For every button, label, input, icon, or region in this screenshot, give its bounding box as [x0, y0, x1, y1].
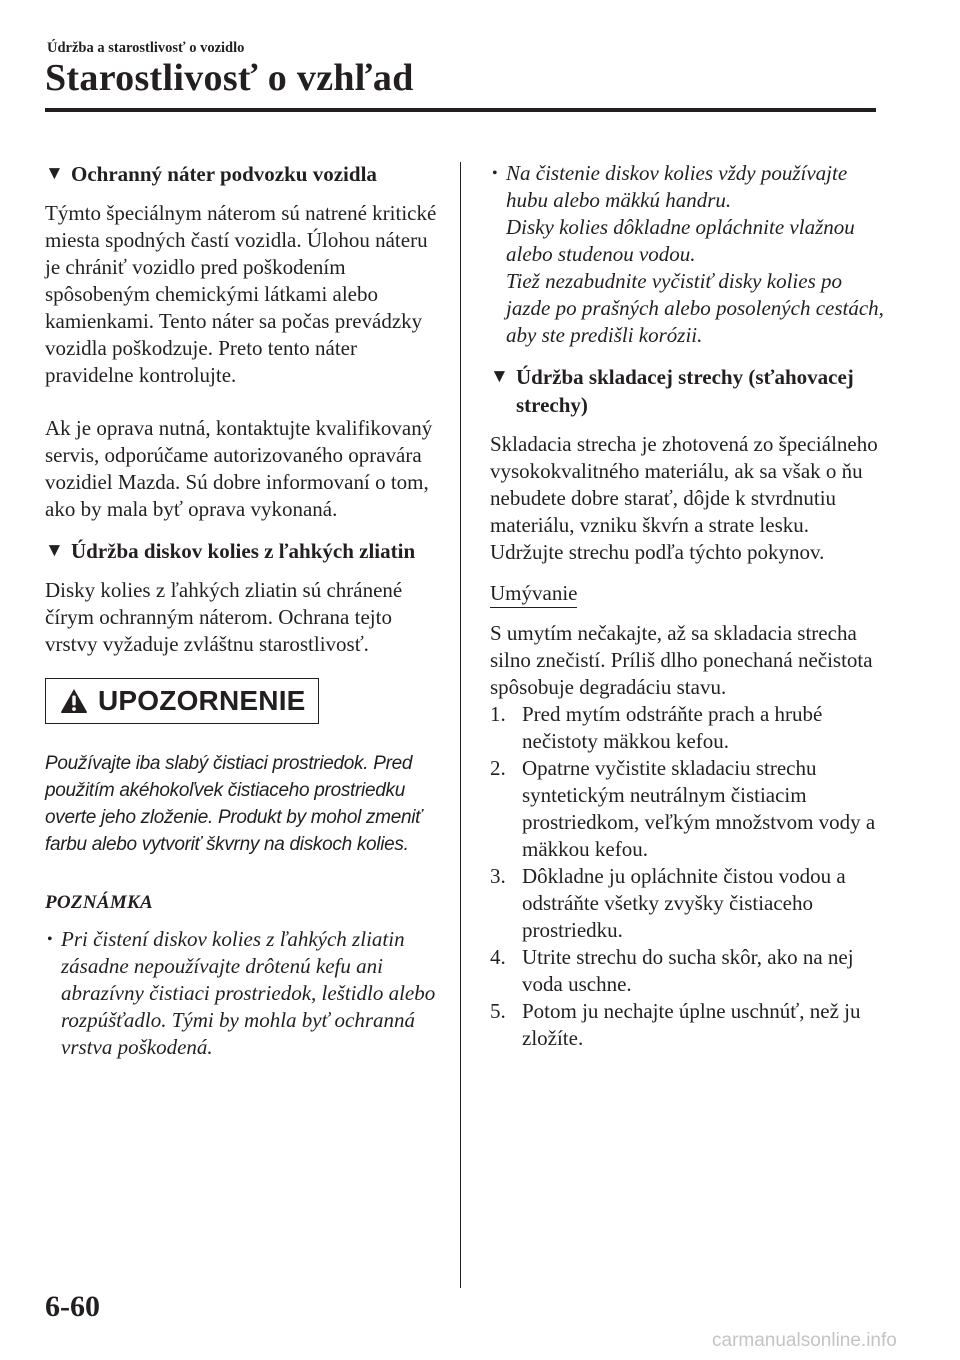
bullet-line: Na čistenie diskov kolies vždy používajte hubu alebo mäkkú handru.	[506, 161, 848, 212]
list-item	[490, 944, 885, 998]
paragraph: Ak je oprava nutná, kontaktujte kvalifikovaný servis, odporúčame autorizovaného opravára vozidiel Mazda. Sú dobre informovaní o tom, ako by mala byť oprava vykonaná.	[45, 416, 433, 521]
note-bullet	[45, 926, 440, 1061]
list-item	[490, 755, 885, 863]
triangle-down-icon: ▼	[490, 366, 509, 387]
step-text: Potom ju nechajte úplne uschnúť, než ju zložíte.	[522, 999, 861, 1050]
list-item	[490, 863, 885, 944]
heading-text: Ochranný náter podvozku vozidla	[71, 162, 377, 186]
step-text: Utrite strechu do sucha skôr, ako na nej voda uschne.	[522, 945, 854, 996]
caution-label: UPOZORNENIE	[98, 685, 306, 716]
page-title: Starostlivosť o vzhľad	[45, 57, 414, 99]
section-label: Údržba a starostlivosť o vozidlo	[47, 40, 245, 56]
heading-undercoat	[45, 160, 440, 188]
list-item	[490, 701, 885, 755]
warning-triangle-icon	[60, 688, 88, 714]
bullet-text: Pri čistení diskov kolies z ľahkých zliatin zásadne nepoužívajte drôtenú kefu ani abrazívny čistiaci prostriedok, leštidlo alebo rozpúšťadlo. Tými by mohla byť ochranná vrstva poškodená.	[61, 927, 436, 1059]
bullet-dot-icon: •	[47, 931, 53, 948]
step-number: 1.	[490, 702, 506, 726]
bullet-dot-icon: •	[492, 165, 498, 182]
watermark: carmanualsonline.info	[712, 1330, 897, 1351]
right-column	[490, 160, 885, 1052]
subheading-washing: Umývanie	[490, 580, 577, 608]
caution-box	[45, 678, 319, 724]
triangle-down-icon: ▼	[45, 540, 64, 561]
column-divider	[460, 162, 461, 1288]
step-text: Opatrne vyčistite skladaciu strechu syntetickým neutrálnym čistiacim prostriedkom, veľkým množstvom vody a mäkkou kefou.	[522, 756, 876, 861]
step-list	[490, 701, 885, 1052]
page-number: 6-60	[45, 1290, 100, 1323]
paragraph: S umytím nečakajte, až sa skladacia strecha silno znečistí. Príliš dlho ponechaná nečistota spôsobuje degradáciu stavu.	[490, 621, 873, 699]
note-label: POZNÁMKA	[45, 892, 153, 913]
paragraph: Disky kolies z ľahkých zliatin sú chránené čírym ochranným náterom. Ochrana tejto vrstvy vyžaduje zvláštnu starostlivosť.	[45, 578, 403, 656]
paragraph: Skladacia strecha je zhotovená zo špeciálneho vysokokvalitného materiálu, ak sa však o ňu nebudete dobre starať, dôjde k stvrdnutiu materiálu, vzniku škvŕn a strate lesku. Udržujte strechu podľa týchto pokynov.	[490, 432, 878, 564]
left-column	[45, 160, 440, 1061]
step-number: 5.	[490, 999, 506, 1023]
step-number: 2.	[490, 756, 506, 780]
caution-text: Používajte iba slabý čistiaci prostriedok. Pred použitím akéhokoľvek čistiaceho prostriedku overte jeho zloženie. Produkt by mohol zmeniť farbu alebo vytvoriť škvrny na diskoch kolies.	[45, 753, 422, 855]
header-rule	[45, 108, 876, 112]
step-number: 3.	[490, 864, 506, 888]
heading-folding-roof	[490, 363, 885, 419]
paragraph: Týmto špeciálnym náterom sú natrené kritické miesta spodných častí vozidla. Úlohou náteru je chrániť vozidlo pred poškodením spôsobeným chemickými látkami alebo kamienkami. Tento náter sa počas prevádzky vozidla poškodzuje. Preto tento náter pravidelne kontrolujte.	[45, 201, 437, 387]
bullet-text	[506, 160, 885, 349]
step-text: Dôkladne ju opláchnite čistou vodou a odstráňte všetky zvyšky čistiaceho prostriedku.	[522, 864, 846, 942]
heading-text: Údržba diskov kolies z ľahkých zliatin	[71, 539, 416, 563]
bullet-line: Tiež nezabudnite vyčistiť disky kolies po jazde po prašných alebo posolených cestách, aby ste predišli korózii.	[506, 269, 884, 347]
heading-text: Údržba skladacej strechy (sťahovacej strechy)	[516, 365, 854, 417]
bullet-line: Disky kolies dôkladne opláchnite vlažnou alebo studenou vodou.	[506, 215, 855, 266]
note-bullet	[490, 160, 885, 349]
list-item	[490, 998, 885, 1052]
heading-alloy-wheels	[45, 537, 440, 565]
triangle-down-icon: ▼	[45, 163, 64, 184]
step-number: 4.	[490, 945, 506, 969]
step-text: Pred mytím odstráňte prach a hrubé nečistoty mäkkou kefou.	[522, 702, 823, 753]
